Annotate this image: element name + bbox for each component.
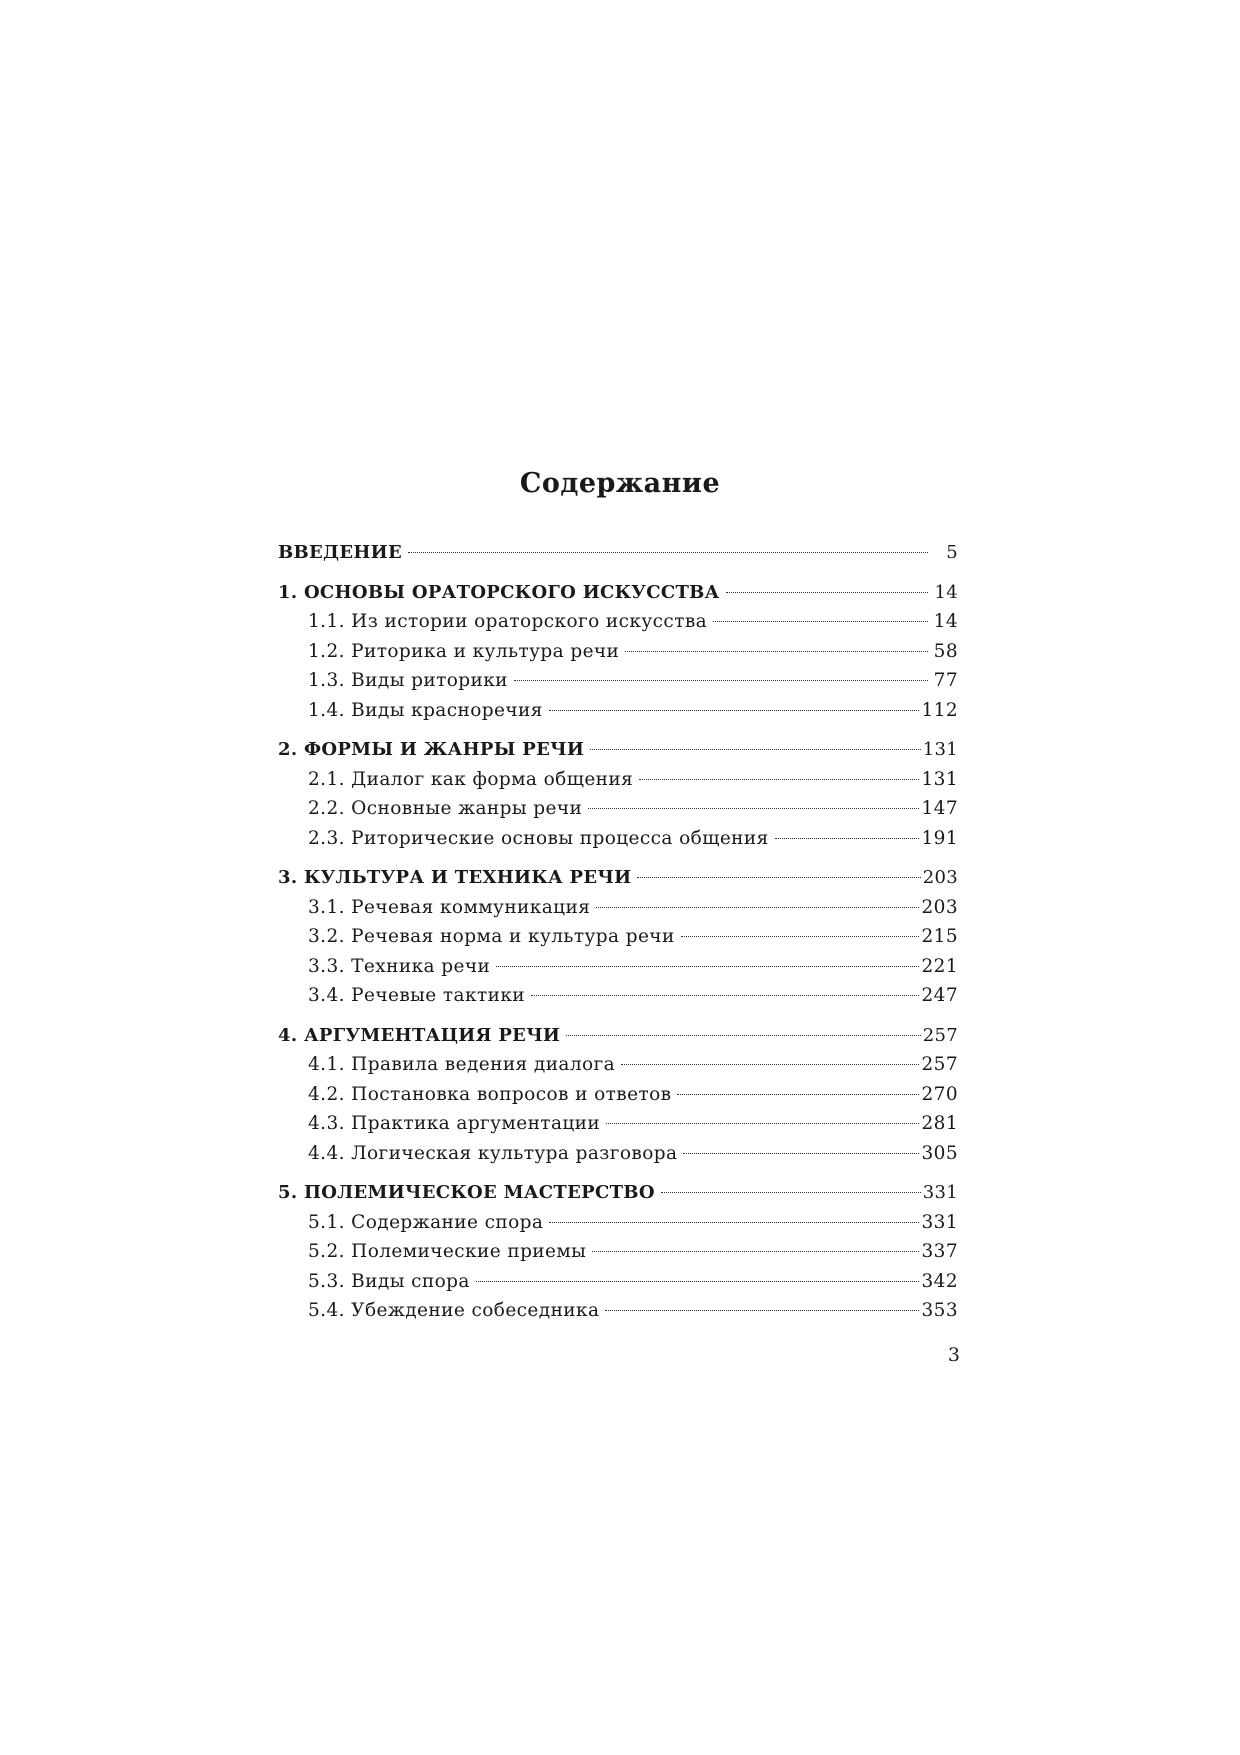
toc-subsection-entry[interactable] bbox=[278, 696, 958, 726]
toc-chapter-entry-page: 257 bbox=[922, 1024, 958, 1046]
dot-leader bbox=[496, 966, 919, 967]
toc-subsection-entry-label: 3.2. Речевая норма и культура речи bbox=[308, 926, 675, 947]
toc-section bbox=[278, 863, 958, 1011]
toc-subsection-entry-label: 4.2. Постановка вопросов и ответов bbox=[308, 1083, 672, 1105]
toc-subsection-entry[interactable] bbox=[278, 1050, 958, 1080]
toc-subsection-entry[interactable] bbox=[278, 765, 958, 795]
dot-leader bbox=[606, 1123, 919, 1124]
toc-subsection-entry-page: 191 bbox=[921, 827, 958, 849]
toc-subsection-entry-label: 3.3. Техника речи bbox=[308, 955, 491, 977]
toc-chapter-entry-label: 3. КУЛЬТУРА И ТЕХНИКА РЕЧИ bbox=[278, 867, 632, 888]
toc-subsection-entry-label: 4.4. Логическая культура разговора bbox=[308, 1142, 678, 1164]
toc-subsection-entry-label: 2.2. Основные жанры речи bbox=[308, 798, 583, 819]
dot-leader bbox=[531, 995, 919, 996]
toc-chapter-entry-page: 5 bbox=[946, 542, 958, 563]
toc-chapter-entry-page: 203 bbox=[922, 867, 958, 888]
toc-subsection-entry[interactable] bbox=[278, 794, 958, 824]
toc-chapter-entry-label: 1. ОСНОВЫ ОРАТОРСКОГО ИСКУССТВА bbox=[278, 581, 720, 603]
toc-subsection-entry-label: 2.1. Диалог как форма общения bbox=[308, 768, 634, 790]
toc-subsection-entry[interactable] bbox=[278, 824, 958, 854]
toc-chapter-entry-label: 5. ПОЛЕМИЧЕСКОЕ МАСТЕРСТВО bbox=[278, 1182, 655, 1203]
toc-subsection-entry-label: 5.4. Убеждение собеседника bbox=[308, 1300, 600, 1321]
toc-chapter-entry[interactable] bbox=[278, 863, 958, 893]
toc-section bbox=[278, 578, 958, 726]
dot-leader bbox=[476, 1281, 920, 1282]
toc-chapter-entry[interactable] bbox=[278, 1178, 958, 1208]
toc-subsection-entry-page: 58 bbox=[933, 640, 958, 662]
toc-subsection-entry-label: 3.4. Речевые тактики bbox=[308, 985, 526, 1006]
dot-leader bbox=[549, 710, 920, 711]
dot-leader bbox=[639, 779, 919, 780]
toc-subsection-entry-page: 281 bbox=[921, 1113, 958, 1134]
toc-chapter-entry[interactable] bbox=[278, 735, 958, 765]
toc-subsection-entry-label: 1.1. Из истории ораторского искусства bbox=[308, 611, 708, 632]
toc-subsection-entry-label: 4.3. Практика аргументации bbox=[308, 1113, 601, 1134]
toc-subsection-entry-page: 337 bbox=[921, 1241, 958, 1262]
toc-chapter-entry-label: 2. ФОРМЫ И ЖАНРЫ РЕЧИ bbox=[278, 739, 585, 760]
toc-subsection-entry-page: 77 bbox=[933, 670, 958, 691]
dot-leader bbox=[590, 749, 921, 750]
toc-subsection-entry[interactable] bbox=[278, 1267, 958, 1297]
toc-subsection-entry[interactable] bbox=[278, 1208, 958, 1238]
toc-subsection-entry[interactable] bbox=[278, 1296, 958, 1326]
dot-leader bbox=[588, 808, 919, 809]
toc-subsection-entry-label: 5.3. Виды спора bbox=[308, 1270, 470, 1292]
toc-subsection-entry[interactable] bbox=[278, 952, 958, 982]
toc-subsection-entry-page: 331 bbox=[921, 1211, 958, 1233]
toc-subsection-entry-page: 14 bbox=[933, 611, 958, 632]
dot-leader bbox=[408, 552, 928, 553]
toc-subsection-entry-label: 1.3. Виды риторики bbox=[308, 670, 508, 691]
toc-subsection-entry[interactable] bbox=[278, 1237, 958, 1267]
toc-section bbox=[278, 735, 958, 853]
toc-subsection-entry-page: 221 bbox=[921, 955, 958, 977]
dot-leader bbox=[621, 1064, 919, 1065]
toc-subsection-entry-page: 353 bbox=[921, 1300, 958, 1321]
table-of-contents bbox=[278, 538, 958, 1336]
dot-leader bbox=[592, 1251, 919, 1252]
toc-subsection-entry-page: 215 bbox=[921, 926, 958, 947]
toc-subsection-entry-page: 257 bbox=[921, 1054, 958, 1075]
dot-leader bbox=[681, 936, 920, 937]
dot-leader bbox=[596, 907, 919, 908]
toc-subsection-entry[interactable] bbox=[278, 893, 958, 923]
toc-subsection-entry-label: 5.2. Полемические приемы bbox=[308, 1241, 587, 1262]
toc-subsection-entry[interactable] bbox=[278, 1080, 958, 1110]
dot-leader bbox=[549, 1222, 919, 1223]
toc-subsection-entry-label: 2.3. Риторические основы процесса общения bbox=[308, 827, 769, 849]
toc-subsection-entry-label: 4.1. Правила ведения диалога bbox=[308, 1054, 616, 1075]
toc-subsection-entry-page: 203 bbox=[921, 896, 958, 918]
toc-chapter-entry-label: 4. АРГУМЕНТАЦИЯ РЕЧИ bbox=[278, 1024, 561, 1046]
dot-leader bbox=[625, 651, 928, 652]
toc-subsection-entry[interactable] bbox=[278, 981, 958, 1011]
toc-subsection-entry[interactable] bbox=[278, 666, 958, 696]
toc-chapter-entry-label: ВВЕДЕНИЕ bbox=[278, 542, 403, 563]
toc-chapter-entry-page: 14 bbox=[934, 581, 958, 603]
toc-subsection-entry[interactable] bbox=[278, 1109, 958, 1139]
toc-subsection-entry-page: 131 bbox=[921, 768, 958, 790]
toc-subsection-entry[interactable] bbox=[278, 1139, 958, 1169]
dot-leader bbox=[514, 680, 928, 681]
toc-subsection-entry-label: 5.1. Содержание спора bbox=[308, 1211, 544, 1233]
toc-subsection-entry-page: 147 bbox=[921, 798, 958, 819]
toc-subsection-entry[interactable] bbox=[278, 637, 958, 667]
page-title: Содержание bbox=[519, 468, 721, 499]
toc-chapter-entry-page: 131 bbox=[922, 739, 958, 760]
dot-leader bbox=[566, 1035, 921, 1036]
dot-leader bbox=[775, 838, 920, 839]
toc-subsection-entry-label: 1.2. Риторика и культура речи bbox=[308, 640, 620, 662]
toc-subsection-entry-label: 1.4. Виды красноречия bbox=[308, 699, 543, 721]
dot-leader bbox=[661, 1192, 921, 1193]
dot-leader bbox=[637, 877, 920, 878]
toc-subsection-entry-label: 3.1. Речевая коммуникация bbox=[308, 896, 591, 918]
toc-chapter-entry[interactable] bbox=[278, 1021, 958, 1051]
toc-subsection-entry[interactable] bbox=[278, 607, 958, 637]
toc-subsection-entry[interactable] bbox=[278, 922, 958, 952]
toc-subsection-entry-page: 270 bbox=[921, 1083, 958, 1105]
dot-leader bbox=[605, 1310, 919, 1311]
toc-chapter-entry-page: 331 bbox=[922, 1182, 958, 1203]
toc-section bbox=[278, 538, 958, 568]
dot-leader bbox=[683, 1153, 919, 1154]
toc-section bbox=[278, 1021, 958, 1169]
toc-chapter-entry[interactable] bbox=[278, 578, 958, 608]
dot-leader bbox=[726, 592, 928, 593]
dot-leader bbox=[713, 621, 928, 622]
toc-subsection-entry-page: 305 bbox=[921, 1142, 958, 1164]
toc-subsection-entry-page: 247 bbox=[921, 985, 958, 1006]
dot-leader bbox=[677, 1094, 919, 1095]
toc-chapter-entry[interactable] bbox=[278, 538, 958, 568]
toc-subsection-entry-page: 112 bbox=[921, 699, 958, 721]
page-number: 3 bbox=[947, 1344, 960, 1366]
toc-subsection-entry-page: 342 bbox=[921, 1270, 958, 1292]
toc-section bbox=[278, 1178, 958, 1326]
